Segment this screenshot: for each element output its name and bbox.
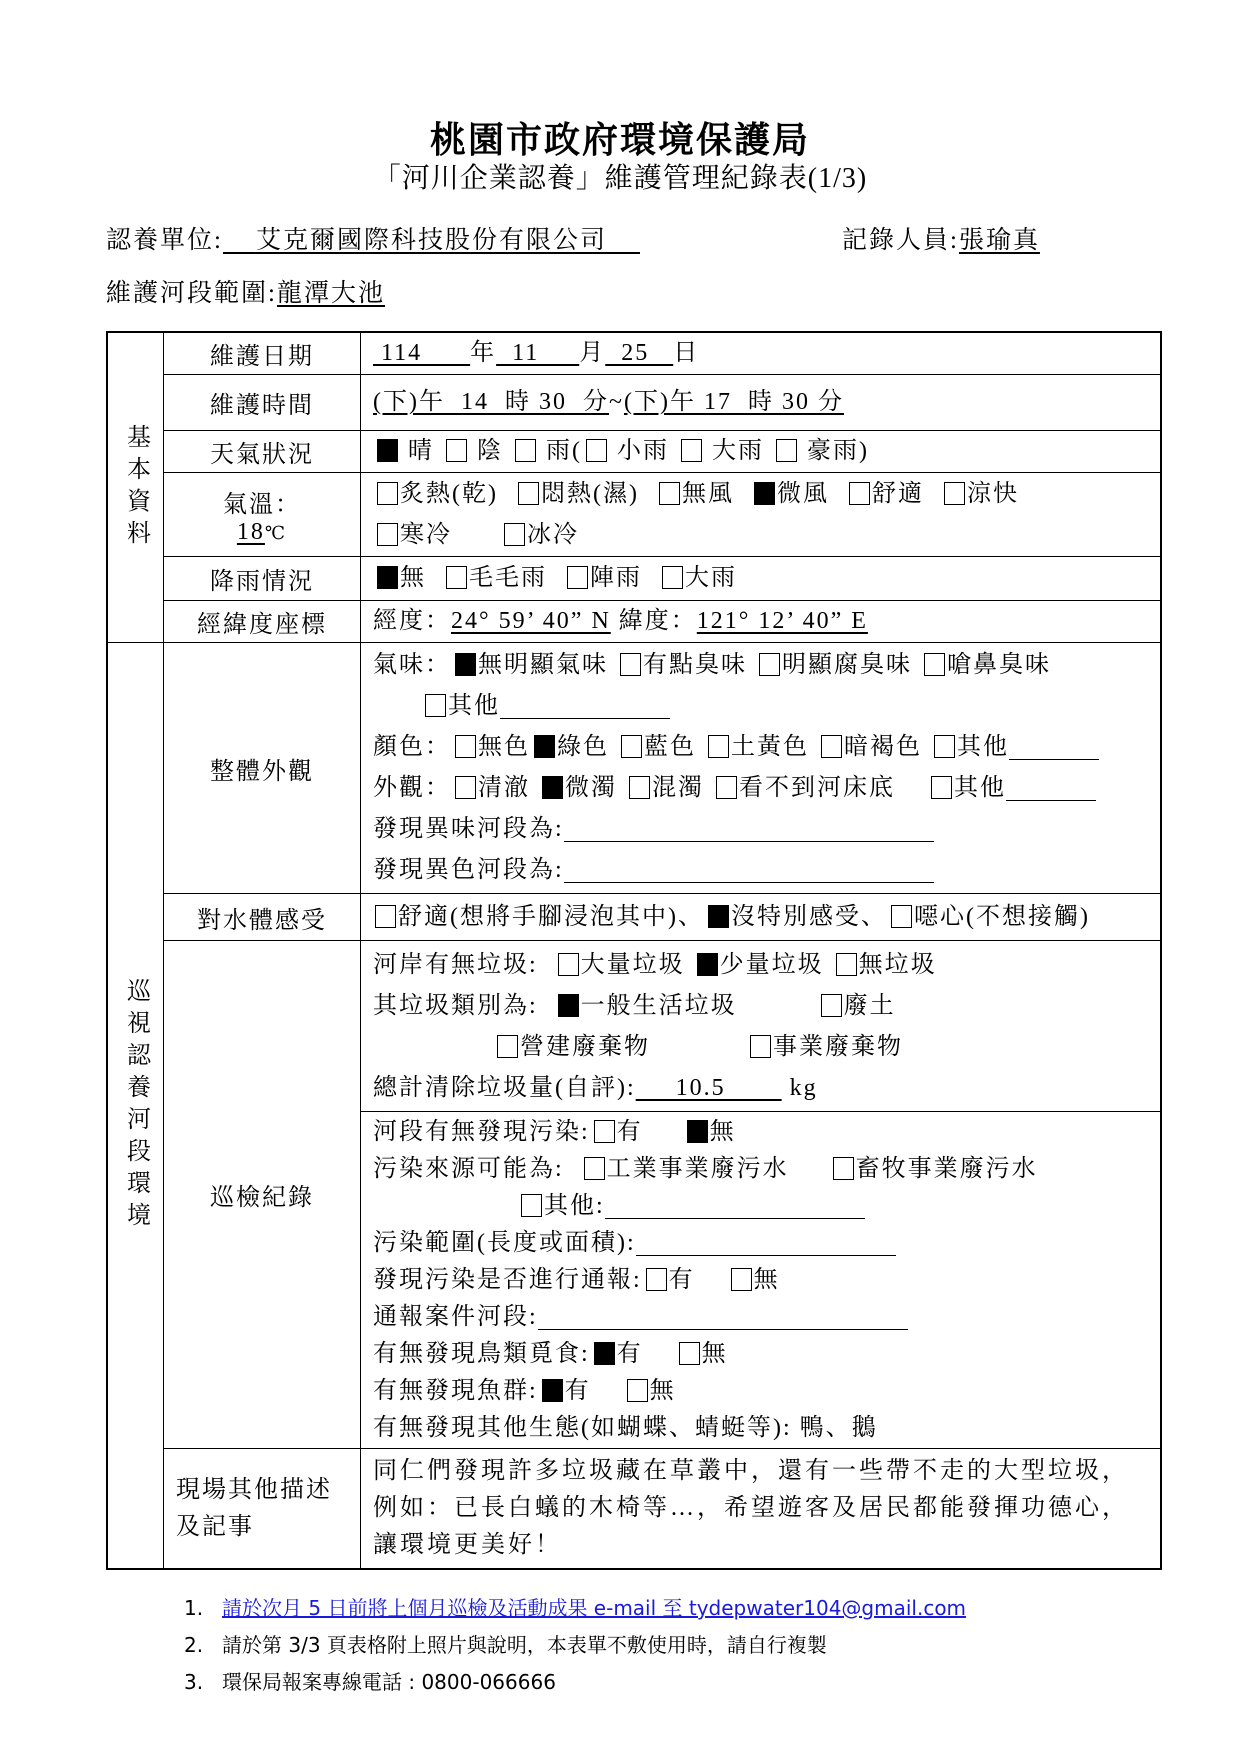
line-text: 河岸有無垃圾: bbox=[373, 952, 554, 978]
line-text: 有無發現鳥類覓食: bbox=[373, 1341, 590, 1367]
line-text: 有 bbox=[616, 1341, 675, 1367]
checkbox[interactable] bbox=[425, 694, 446, 717]
checked-checkbox[interactable] bbox=[754, 482, 775, 505]
table-row bbox=[107, 557, 1161, 601]
line-text: 有 bbox=[616, 1119, 683, 1145]
filled-value: 11 bbox=[496, 340, 580, 366]
checkbox[interactable] bbox=[518, 482, 539, 505]
form-line bbox=[373, 431, 1160, 472]
table-row bbox=[107, 431, 1161, 473]
temperature-number: 18 bbox=[236, 518, 265, 545]
line-text: 無垃圾 bbox=[858, 952, 937, 978]
blank-field[interactable] bbox=[538, 1303, 908, 1330]
footer-note bbox=[184, 1592, 966, 1621]
line-text bbox=[373, 1193, 517, 1219]
row-label-text: 降雨情況 bbox=[210, 569, 314, 595]
row-content bbox=[361, 473, 1162, 557]
checkbox[interactable] bbox=[377, 482, 398, 505]
line-text: 發現異色河段為: bbox=[373, 857, 564, 883]
row-content bbox=[361, 941, 1162, 1449]
line-text: 無風 bbox=[681, 480, 750, 507]
line-text: 畜牧事業廢污水 bbox=[855, 1156, 1038, 1182]
line-text: 暗褐色 bbox=[844, 734, 930, 760]
line-text: 舒適(想將手腳浸泡其中)、 bbox=[398, 903, 704, 930]
line-text: 無 bbox=[709, 1119, 736, 1145]
table-row bbox=[107, 941, 1161, 1449]
line-text: 顏色： bbox=[373, 734, 451, 760]
line-text: 陣雨 bbox=[590, 565, 658, 591]
table-row bbox=[107, 375, 1161, 431]
range-label: 維護河段範圍: bbox=[106, 280, 277, 307]
checked-checkbox[interactable] bbox=[558, 994, 579, 1017]
form-line bbox=[373, 850, 1160, 891]
checkbox[interactable] bbox=[750, 1035, 771, 1058]
line-text: 發現污染是否進行通報: bbox=[373, 1267, 642, 1293]
line-text: 微濁 bbox=[565, 775, 625, 801]
checkbox[interactable] bbox=[629, 776, 650, 799]
checkbox[interactable] bbox=[515, 439, 536, 462]
checkbox[interactable] bbox=[934, 735, 955, 758]
line-text: 河段有無發現污染: bbox=[373, 1119, 590, 1145]
filled-value: 10.5 bbox=[635, 1075, 782, 1101]
section-label: 巡視認養河段環境 bbox=[122, 977, 149, 1234]
form-line bbox=[373, 768, 1160, 809]
note-number: 3. bbox=[184, 1670, 204, 1694]
checked-checkbox[interactable] bbox=[377, 439, 398, 462]
checked-checkbox[interactable] bbox=[455, 653, 476, 676]
table-row bbox=[107, 473, 1161, 557]
filled-value: 24° 59’ 40” N bbox=[451, 608, 611, 634]
checkbox[interactable] bbox=[621, 735, 642, 758]
pollution-block bbox=[361, 1111, 1160, 1447]
line-text: 大量垃圾 bbox=[580, 952, 693, 978]
checked-checkbox[interactable] bbox=[377, 566, 398, 589]
row-label-text: 天氣狀況 bbox=[210, 442, 314, 468]
line-text: 大雨 bbox=[704, 438, 772, 464]
checkbox[interactable] bbox=[708, 735, 729, 758]
row-label-text: 經緯度座標 bbox=[197, 612, 327, 638]
checkbox[interactable] bbox=[586, 439, 607, 462]
form-line bbox=[373, 1151, 1160, 1188]
line-text: 有無發現其他生態(如蝴蝶、蜻蜓等): 鴨、鵝 bbox=[373, 1415, 878, 1441]
line-text: 經度： bbox=[373, 608, 451, 634]
form-line bbox=[373, 1410, 1160, 1447]
row-label-text: 氣溫： bbox=[223, 491, 301, 518]
checkbox[interactable] bbox=[377, 523, 398, 546]
checked-checkbox[interactable] bbox=[542, 776, 563, 799]
line-text: 陰 bbox=[469, 438, 511, 464]
line-text: 污染來源可能為: bbox=[373, 1156, 580, 1182]
adopting-unit bbox=[106, 220, 640, 256]
form-line bbox=[373, 809, 1160, 850]
line-text: 寒冷 bbox=[400, 521, 500, 548]
section-patrol bbox=[107, 643, 164, 1570]
filled-value: 25 bbox=[605, 340, 674, 366]
checkbox[interactable] bbox=[833, 1157, 854, 1180]
line-text: 嗆鼻臭味 bbox=[947, 652, 1051, 678]
line-text: 其他 bbox=[954, 775, 1006, 801]
form-line bbox=[373, 986, 1160, 1027]
unit-label: 認養單位: bbox=[106, 227, 223, 254]
line-text: kg bbox=[781, 1075, 818, 1101]
blank-field[interactable] bbox=[636, 1229, 896, 1256]
row-label-text: 維護時間 bbox=[210, 393, 314, 419]
checkbox[interactable] bbox=[681, 439, 702, 462]
page-title: 桃園市政府環境保護局 bbox=[429, 120, 810, 160]
garbage-block bbox=[361, 941, 1160, 1111]
row-content bbox=[361, 894, 1162, 941]
blank-field[interactable] bbox=[1009, 733, 1099, 760]
line-text: 氣味： bbox=[373, 652, 451, 678]
line-text: 其垃圾類別為: bbox=[373, 993, 554, 1019]
row-label: 對水體感受 bbox=[164, 894, 361, 941]
checkbox[interactable] bbox=[567, 566, 588, 589]
line-text: 無 bbox=[400, 565, 442, 591]
checkbox[interactable] bbox=[731, 1268, 752, 1291]
blank-field[interactable] bbox=[605, 1192, 865, 1219]
row-label bbox=[164, 431, 361, 473]
form-line bbox=[373, 1068, 1160, 1109]
checkbox[interactable] bbox=[931, 776, 952, 799]
checkbox[interactable] bbox=[646, 1268, 667, 1291]
note-number: 2. bbox=[184, 1633, 204, 1657]
line-text: 小雨 bbox=[609, 438, 677, 464]
form-line bbox=[373, 1262, 1160, 1299]
section-basic bbox=[107, 332, 164, 643]
row-content bbox=[361, 332, 1162, 375]
line-text: 日 bbox=[673, 340, 700, 366]
range-value: 龍潭大池 bbox=[276, 280, 385, 307]
checkbox[interactable] bbox=[891, 905, 912, 928]
table-row bbox=[107, 894, 1161, 941]
checked-checkbox[interactable] bbox=[697, 953, 718, 976]
line-text: 綠色 bbox=[557, 734, 617, 760]
row-label-text: 維護日期 bbox=[210, 344, 314, 370]
line-text: 沒特別感受、 bbox=[730, 903, 887, 930]
notes-text[interactable]: 同仁們發現許多垃圾藏在草叢中，還有一些帶不走的大型垃圾，例如：已長白蟻的木椅等…，希望遊客及居民都能發揮功德心，讓環境更美好！ bbox=[373, 1458, 1129, 1558]
form-line bbox=[373, 686, 1160, 727]
filled-value: 121° 12’ 40” E bbox=[696, 608, 868, 634]
blank-field[interactable] bbox=[1006, 774, 1096, 801]
row-content bbox=[361, 375, 1162, 431]
temperature-unit: ℃ bbox=[264, 522, 288, 543]
table-row bbox=[107, 332, 1161, 375]
footer-note bbox=[184, 1629, 827, 1658]
row-content bbox=[361, 643, 1162, 894]
recorder-value: 張瑜真 bbox=[958, 227, 1040, 254]
line-text: 一般生活垃圾 bbox=[580, 993, 817, 1019]
form-line bbox=[371, 897, 1160, 938]
line-text: 其他: bbox=[544, 1193, 605, 1219]
line-text: 毛毛雨 bbox=[469, 565, 563, 591]
form-line bbox=[373, 601, 1160, 642]
line-text: 有 bbox=[564, 1378, 623, 1404]
temperature-value bbox=[164, 519, 360, 546]
river-range bbox=[106, 273, 385, 309]
checkbox[interactable] bbox=[504, 523, 525, 546]
checkbox[interactable] bbox=[375, 905, 396, 928]
form-line bbox=[373, 474, 1160, 515]
line-text: 晴 bbox=[400, 438, 442, 464]
recorder-label: 記錄人員: bbox=[842, 227, 959, 254]
line-text: 發現異味河段為: bbox=[373, 816, 564, 842]
line-text: 無 bbox=[701, 1341, 728, 1367]
line-text: 營建廢棄物 bbox=[520, 1034, 746, 1060]
form-line bbox=[373, 645, 1160, 686]
form-line bbox=[373, 1336, 1160, 1373]
table-row bbox=[107, 643, 1161, 894]
checkbox[interactable] bbox=[521, 1194, 542, 1217]
line-text: 少量垃圾 bbox=[719, 952, 832, 978]
line-text: 事業廢棄物 bbox=[773, 1034, 903, 1060]
line-text bbox=[373, 693, 421, 719]
line-text: 藍色 bbox=[644, 734, 704, 760]
checked-checkbox[interactable] bbox=[594, 1342, 615, 1365]
line-text: 豪雨) bbox=[799, 438, 869, 464]
email-link[interactable]: 請於次月 5 日前將上個月巡檢及活動成果 e-mail 至 tydepwater104@gmail.com bbox=[222, 1596, 967, 1620]
form-line bbox=[373, 1225, 1160, 1262]
row-content bbox=[361, 601, 1162, 643]
checkbox[interactable] bbox=[944, 482, 965, 505]
line-text: 通報案件河段: bbox=[373, 1304, 538, 1330]
form-line bbox=[373, 1299, 1160, 1336]
section-label: 基本資料 bbox=[122, 423, 149, 552]
unit-value: 艾克爾國際科技股份有限公司 bbox=[255, 227, 607, 254]
line-text: 污染範圍(長度或面積): bbox=[373, 1230, 636, 1256]
form-line bbox=[373, 727, 1160, 768]
table-row bbox=[107, 601, 1161, 643]
line-text: ~ bbox=[608, 389, 624, 415]
line-text: 其他 bbox=[957, 734, 1009, 760]
line-text: 其他 bbox=[448, 693, 500, 719]
filled-value: (下)午 17 時 30 分 bbox=[623, 389, 844, 415]
row-label: 巡檢紀錄 bbox=[164, 941, 361, 1449]
checked-checkbox[interactable] bbox=[687, 1120, 708, 1143]
row-label: 整體外觀 bbox=[164, 643, 361, 894]
blank-field[interactable] bbox=[564, 856, 934, 883]
checkbox[interactable] bbox=[776, 439, 797, 462]
blank-field[interactable] bbox=[564, 815, 934, 842]
line-text: 土黃色 bbox=[731, 734, 817, 760]
checkbox[interactable] bbox=[716, 776, 737, 799]
form-line bbox=[373, 1027, 1160, 1068]
checkbox[interactable] bbox=[821, 735, 842, 758]
line-text: 涼快 bbox=[966, 480, 1019, 507]
line-text: 清澈 bbox=[478, 775, 538, 801]
line-text: 看不到河床底 bbox=[739, 775, 927, 801]
checkbox[interactable] bbox=[620, 653, 641, 676]
line-text: 月 bbox=[579, 340, 606, 366]
line-text: 廢土 bbox=[843, 993, 896, 1019]
line-text: 舒適 bbox=[871, 480, 940, 507]
notes-content bbox=[361, 1449, 1162, 1570]
line-text: 大雨 bbox=[685, 565, 737, 591]
checked-checkbox[interactable] bbox=[534, 735, 555, 758]
checked-checkbox[interactable] bbox=[708, 905, 729, 928]
line-text: 緯度： bbox=[610, 608, 697, 634]
line-text: 無色 bbox=[478, 734, 530, 760]
row-content bbox=[361, 431, 1162, 473]
row-label bbox=[164, 473, 361, 557]
line-text: 有 bbox=[668, 1267, 727, 1293]
row-label bbox=[164, 601, 361, 643]
line-text: 有無發現魚群: bbox=[373, 1378, 538, 1404]
form-line bbox=[373, 1188, 1160, 1225]
checkbox[interactable] bbox=[759, 653, 780, 676]
line-text: 無明顯氣味 bbox=[478, 652, 616, 678]
form-line bbox=[373, 1114, 1160, 1151]
line-text: 悶熱(濕) bbox=[540, 480, 655, 507]
line-text bbox=[373, 1034, 493, 1060]
form-line bbox=[373, 1373, 1160, 1410]
checkbox[interactable] bbox=[662, 566, 683, 589]
form-line bbox=[373, 515, 1160, 556]
form-line bbox=[373, 558, 1160, 599]
line-text: 總計清除垃圾量(自評): bbox=[373, 1075, 636, 1101]
record-table bbox=[106, 331, 1162, 1570]
row-label: 現場其他描述及記事 bbox=[164, 1449, 361, 1570]
row-label bbox=[164, 375, 361, 431]
checkbox[interactable] bbox=[584, 1157, 605, 1180]
checkbox[interactable] bbox=[679, 1342, 700, 1365]
form-line bbox=[373, 382, 1160, 423]
note-text: 請於第 3/3 頁表格附上照片與說明，本表單不敷使用時，請自行複製 bbox=[222, 1633, 827, 1657]
form-line bbox=[373, 333, 1160, 374]
table-row bbox=[107, 1449, 1161, 1570]
line-text: 工業事業廢污水 bbox=[606, 1156, 829, 1182]
checkbox[interactable] bbox=[627, 1379, 648, 1402]
blank-field[interactable] bbox=[500, 692, 670, 719]
line-text: 微風 bbox=[776, 480, 845, 507]
line-text: 冰冷 bbox=[527, 521, 579, 548]
checkbox[interactable] bbox=[455, 776, 476, 799]
checkbox[interactable] bbox=[659, 482, 680, 505]
line-text: 炙熱(乾) bbox=[400, 480, 514, 507]
checkbox[interactable] bbox=[446, 566, 467, 589]
line-text: 雨( bbox=[538, 438, 582, 464]
note-number: 1. bbox=[184, 1596, 204, 1620]
footer-note bbox=[184, 1666, 556, 1695]
line-text: 年 bbox=[470, 340, 497, 366]
line-text: 無 bbox=[649, 1378, 676, 1404]
checkbox[interactable] bbox=[594, 1120, 615, 1143]
row-label bbox=[164, 557, 361, 601]
checked-checkbox[interactable] bbox=[542, 1379, 563, 1402]
line-text: 混濁 bbox=[652, 775, 712, 801]
note-text: 環保局報案專線電話 : 0800-066666 bbox=[222, 1670, 556, 1694]
checkbox[interactable] bbox=[446, 439, 467, 462]
row-label bbox=[164, 332, 361, 375]
filled-value: 114 bbox=[373, 340, 471, 366]
checkbox[interactable] bbox=[558, 953, 579, 976]
checkbox[interactable] bbox=[455, 735, 476, 758]
form-subtitle: 「河川企業認養」維護管理紀錄表(1/3) bbox=[372, 163, 868, 194]
line-text: 無 bbox=[753, 1267, 780, 1293]
line-text: 明顯腐臭味 bbox=[782, 652, 920, 678]
line-text: 噁心(不想接觸) bbox=[913, 903, 1090, 930]
checkbox[interactable] bbox=[849, 482, 870, 505]
filled-value: (下)午 14 時 30 分 bbox=[373, 389, 609, 415]
checkbox[interactable] bbox=[836, 953, 857, 976]
checkbox[interactable] bbox=[821, 994, 842, 1017]
line-text: 有點臭味 bbox=[643, 652, 755, 678]
checkbox[interactable] bbox=[497, 1035, 518, 1058]
recorder bbox=[842, 220, 1040, 256]
row-content bbox=[361, 557, 1162, 601]
form-line bbox=[373, 945, 1160, 986]
checkbox[interactable] bbox=[924, 653, 945, 676]
line-text: 外觀： bbox=[373, 775, 451, 801]
